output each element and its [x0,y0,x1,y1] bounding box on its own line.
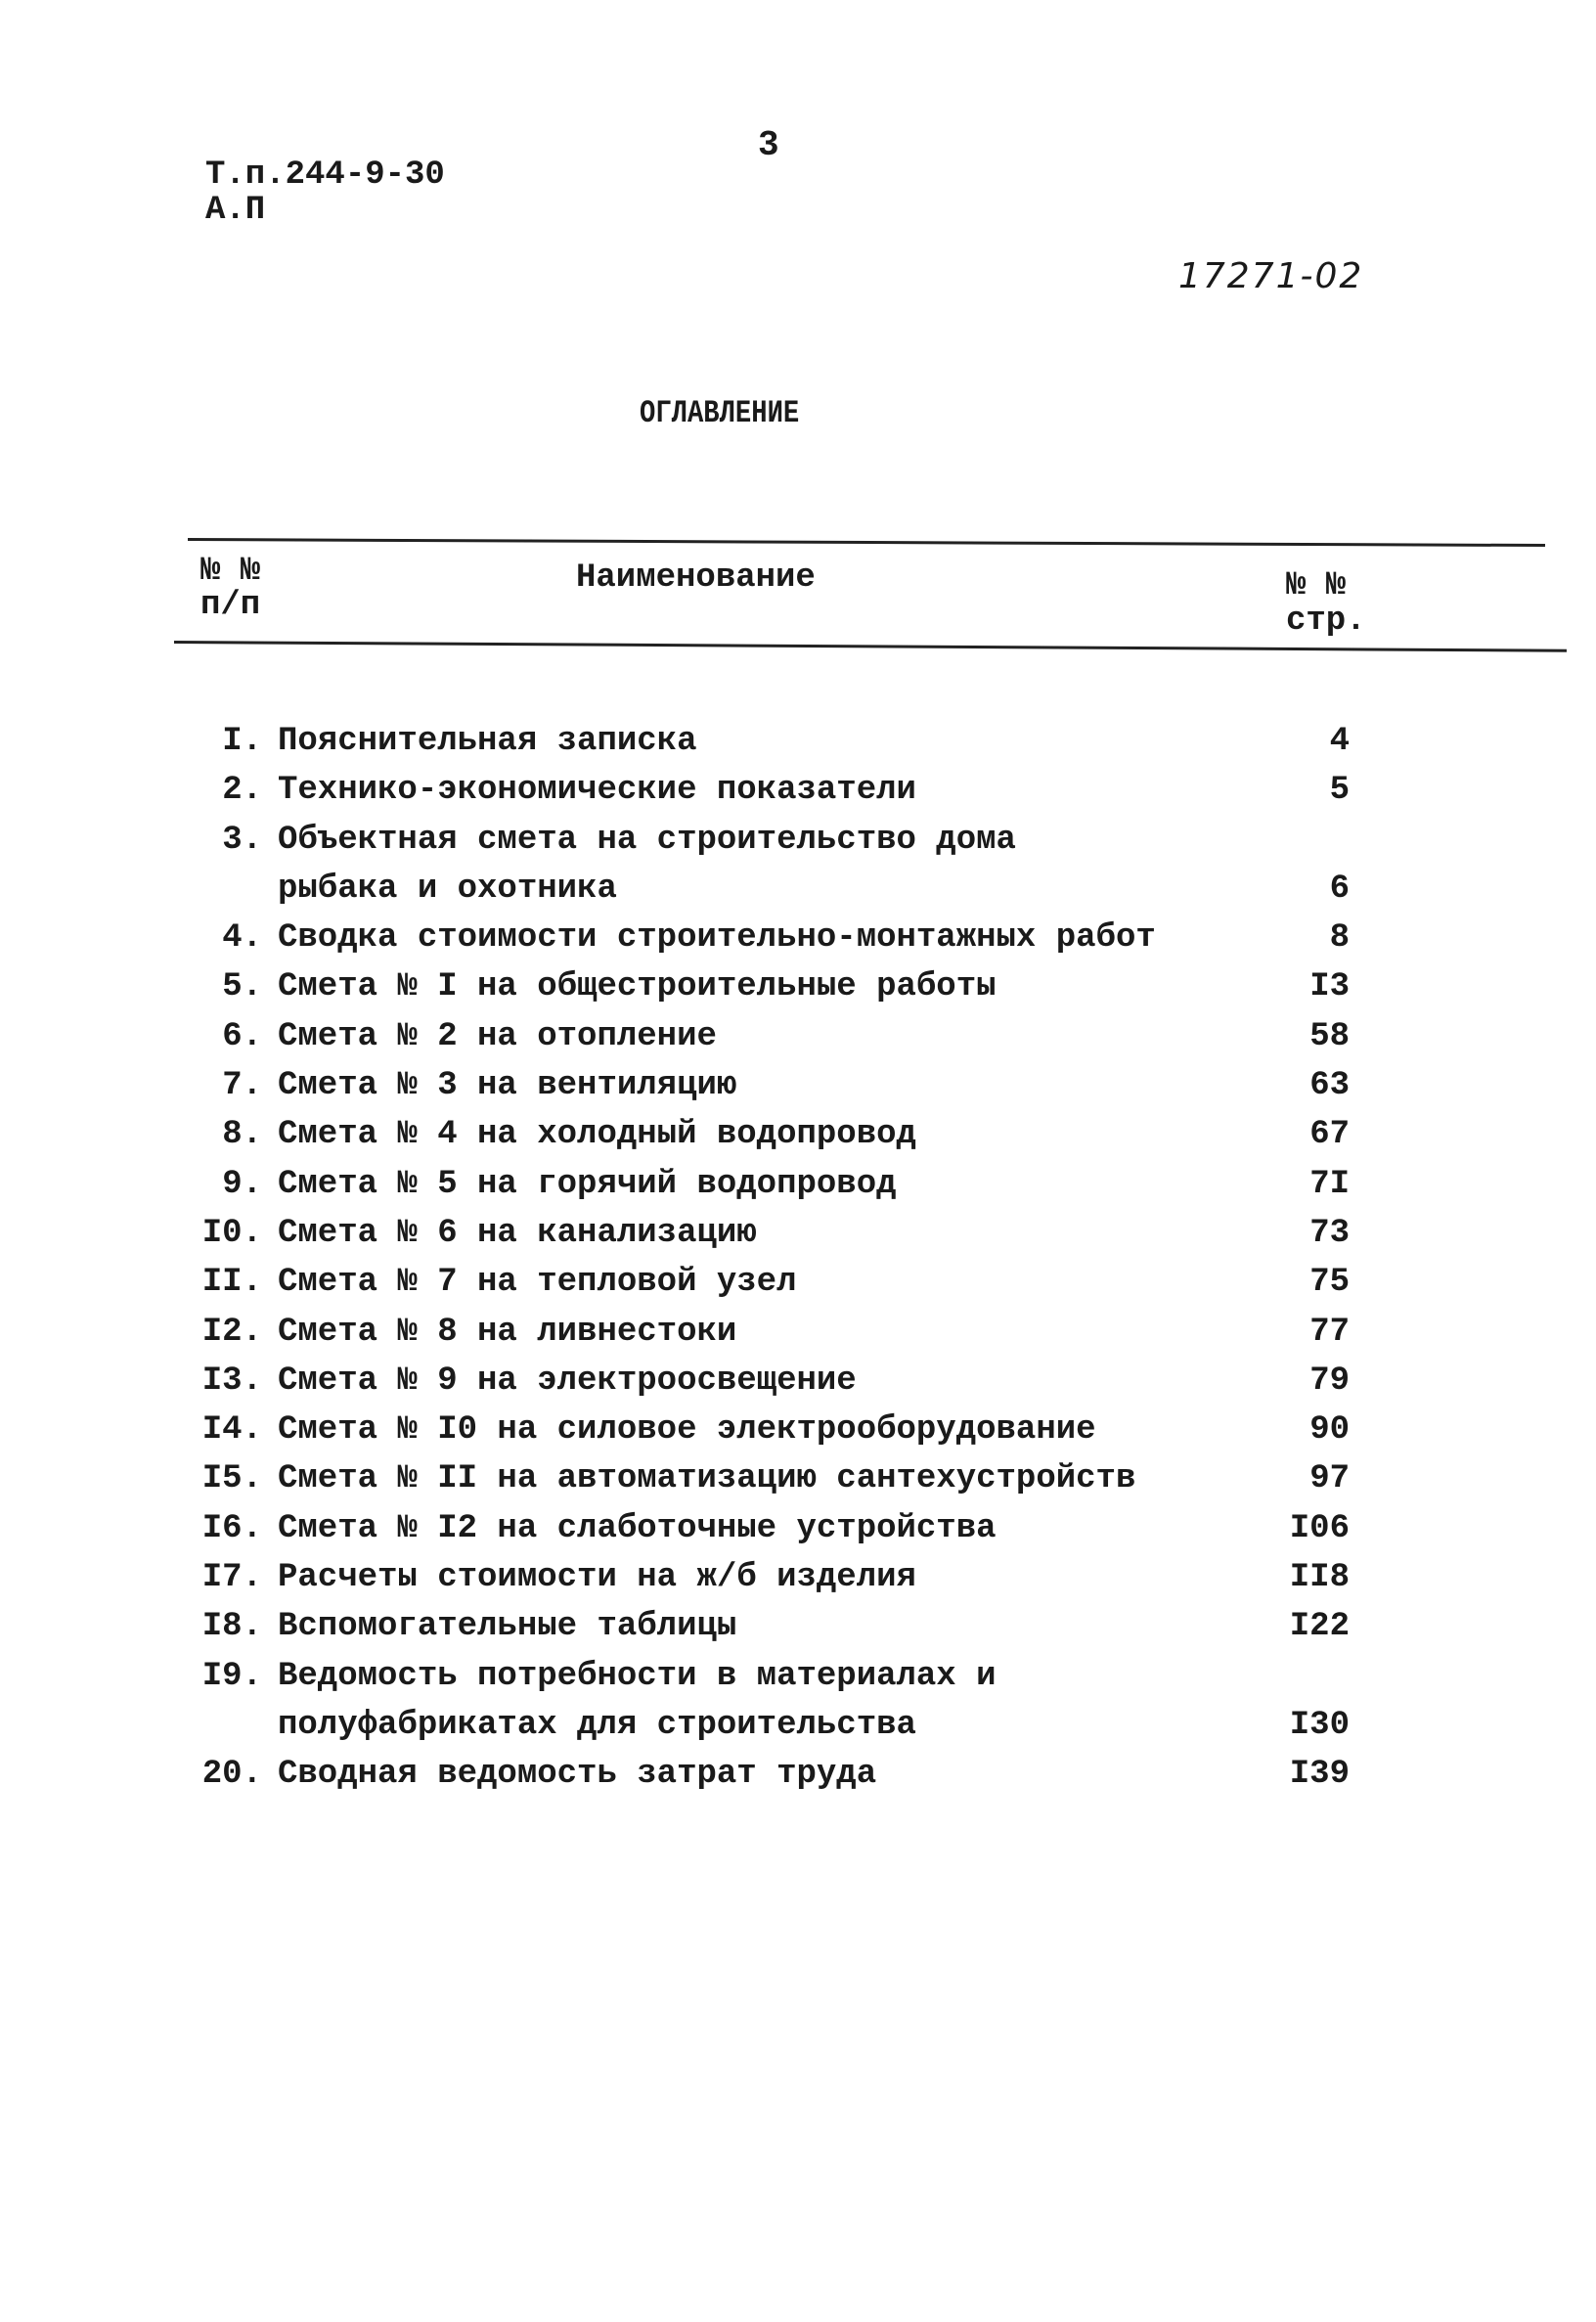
toc-entry-title: Сводная ведомость затрат труда [278,1756,877,1794]
toc-entry-number: 20. [201,1756,262,1794]
toc-entry-title: Смета № 4 на холодный водопровод [278,1116,916,1154]
toc-entry-page: 97 [1309,1460,1350,1498]
toc-entry-page: 63 [1309,1067,1350,1105]
page-title: ОГЛАВЛЕНИЕ [640,395,800,431]
toc-entry [147,1652,1350,1701]
toc-entry-page: 8 [1329,919,1350,958]
toc-entry [147,962,1350,1011]
toc-entry-number: I7. [201,1559,262,1597]
column-header-number: № № [200,553,261,590]
toc-entry [147,865,1350,914]
toc-entry-page: 4 [1329,723,1350,760]
column-header-name: Наименование [576,559,816,597]
toc-entry-title: Смета № 8 на ливнестоки [278,1313,737,1351]
toc-entry [147,914,1350,962]
toc-entry [147,1504,1350,1553]
toc-entry-number: I. [222,723,262,760]
toc-entry-title: полуфабрикатах для строительства [278,1706,916,1744]
toc-entry-title: Смета № II на автоматизацию сантехустройств [278,1460,1136,1498]
table-of-contents [147,717,1350,1800]
toc-entry-page: I3 [1309,968,1350,1006]
toc-entry-number: 2. [222,772,262,810]
toc-entry-page: 75 [1309,1264,1350,1302]
toc-entry-number: I3. [201,1362,262,1400]
toc-entry-title: Пояснительная записка [278,723,697,760]
toc-entry-page: 7I [1309,1165,1350,1203]
toc-entry-number: 9. [222,1165,262,1203]
toc-entry-title: Смета № I0 на силовое электрооборудование [278,1411,1096,1450]
toc-entry [147,1061,1350,1110]
toc-entry [147,1258,1350,1307]
toc-entry-title: Сводка стоимости строительно-монтажных работ [278,919,1156,958]
toc-entry-title: Расчеты стоимости на ж/б изделия [278,1559,916,1597]
toc-entry-number: I0. [201,1214,262,1252]
toc-entry-number: I8. [201,1608,262,1646]
page-number: 3 [758,125,779,165]
toc-entry-title: Ведомость потребности в материалах и [278,1657,997,1695]
document-code-suffix: А.П [205,192,266,229]
toc-entry-number: II. [201,1264,262,1302]
column-header-page: № № [1286,567,1347,604]
toc-entry-page: I30 [1289,1706,1350,1744]
toc-entry [147,1160,1350,1209]
toc-entry-page: I39 [1289,1756,1350,1794]
toc-entry [147,1308,1350,1357]
toc-entry-number: I2. [201,1313,262,1351]
toc-entry-title: Смета № 3 на вентиляцию [278,1067,737,1105]
toc-entry-number: 8. [222,1116,262,1154]
toc-entry [147,1553,1350,1602]
toc-entry [147,1750,1350,1799]
table-header-rule [174,641,1567,652]
toc-entry-number: 4. [222,919,262,958]
toc-entry-number: I6. [201,1509,262,1547]
toc-entry-page: 73 [1309,1214,1350,1252]
toc-entry-title: Смета № 9 на электроосвещение [278,1362,857,1400]
toc-entry [147,816,1350,865]
toc-entry-page: 6 [1329,870,1350,908]
toc-entry-number: 7. [222,1067,262,1105]
toc-entry-number: 6. [222,1017,262,1055]
document-code: Т.п.244-9-30 [205,156,445,194]
toc-entry-title: Смета № 6 на канализацию [278,1214,757,1252]
toc-entry-number: I4. [201,1411,262,1450]
toc-entry-page: I22 [1289,1608,1350,1646]
toc-entry-page: 67 [1309,1116,1350,1154]
toc-entry [147,766,1350,815]
toc-entry-title: Объектная смета на строительство дома [278,821,1016,859]
toc-entry-number: I9. [201,1657,262,1695]
toc-entry [147,1357,1350,1406]
toc-entry-title: рыбака и охотника [278,870,617,908]
toc-entry [147,1406,1350,1454]
column-header-page-sub: стр. [1286,603,1366,640]
toc-entry [147,1012,1350,1061]
toc-entry-title: Смета № I на общестроительные работы [278,968,997,1006]
toc-entry-page: 90 [1309,1411,1350,1450]
toc-entry-title: Смета № 7 на тепловой узел [278,1264,797,1302]
toc-entry [147,1602,1350,1651]
toc-entry [147,1110,1350,1159]
toc-entry-page: II8 [1289,1559,1350,1597]
toc-entry-title: Смета № I2 на слаботочные устройства [278,1509,997,1547]
toc-entry [147,717,1350,766]
column-header-number-sub: п/п [200,587,261,624]
toc-entry-page: I06 [1289,1509,1350,1547]
table-top-rule [188,538,1545,547]
toc-entry-page: 77 [1309,1313,1350,1351]
handwritten-number: 17271-02 [1178,256,1364,296]
toc-entry [147,1209,1350,1258]
toc-entry-title: Смета № 5 на горячий водопровод [278,1165,897,1203]
toc-entry-page: 79 [1309,1362,1350,1400]
toc-entry-page: 58 [1309,1017,1350,1055]
toc-entry-number: 5. [222,968,262,1006]
toc-entry-title: Вспомогательные таблицы [278,1608,737,1646]
toc-entry-page: 5 [1329,772,1350,810]
toc-entry [147,1454,1350,1503]
toc-entry [147,1701,1350,1750]
toc-entry-title: Технико-экономические показатели [278,772,916,810]
toc-entry-number: 3. [222,821,262,859]
toc-entry-title: Смета № 2 на отопление [278,1017,717,1055]
toc-entry-number: I5. [201,1460,262,1498]
